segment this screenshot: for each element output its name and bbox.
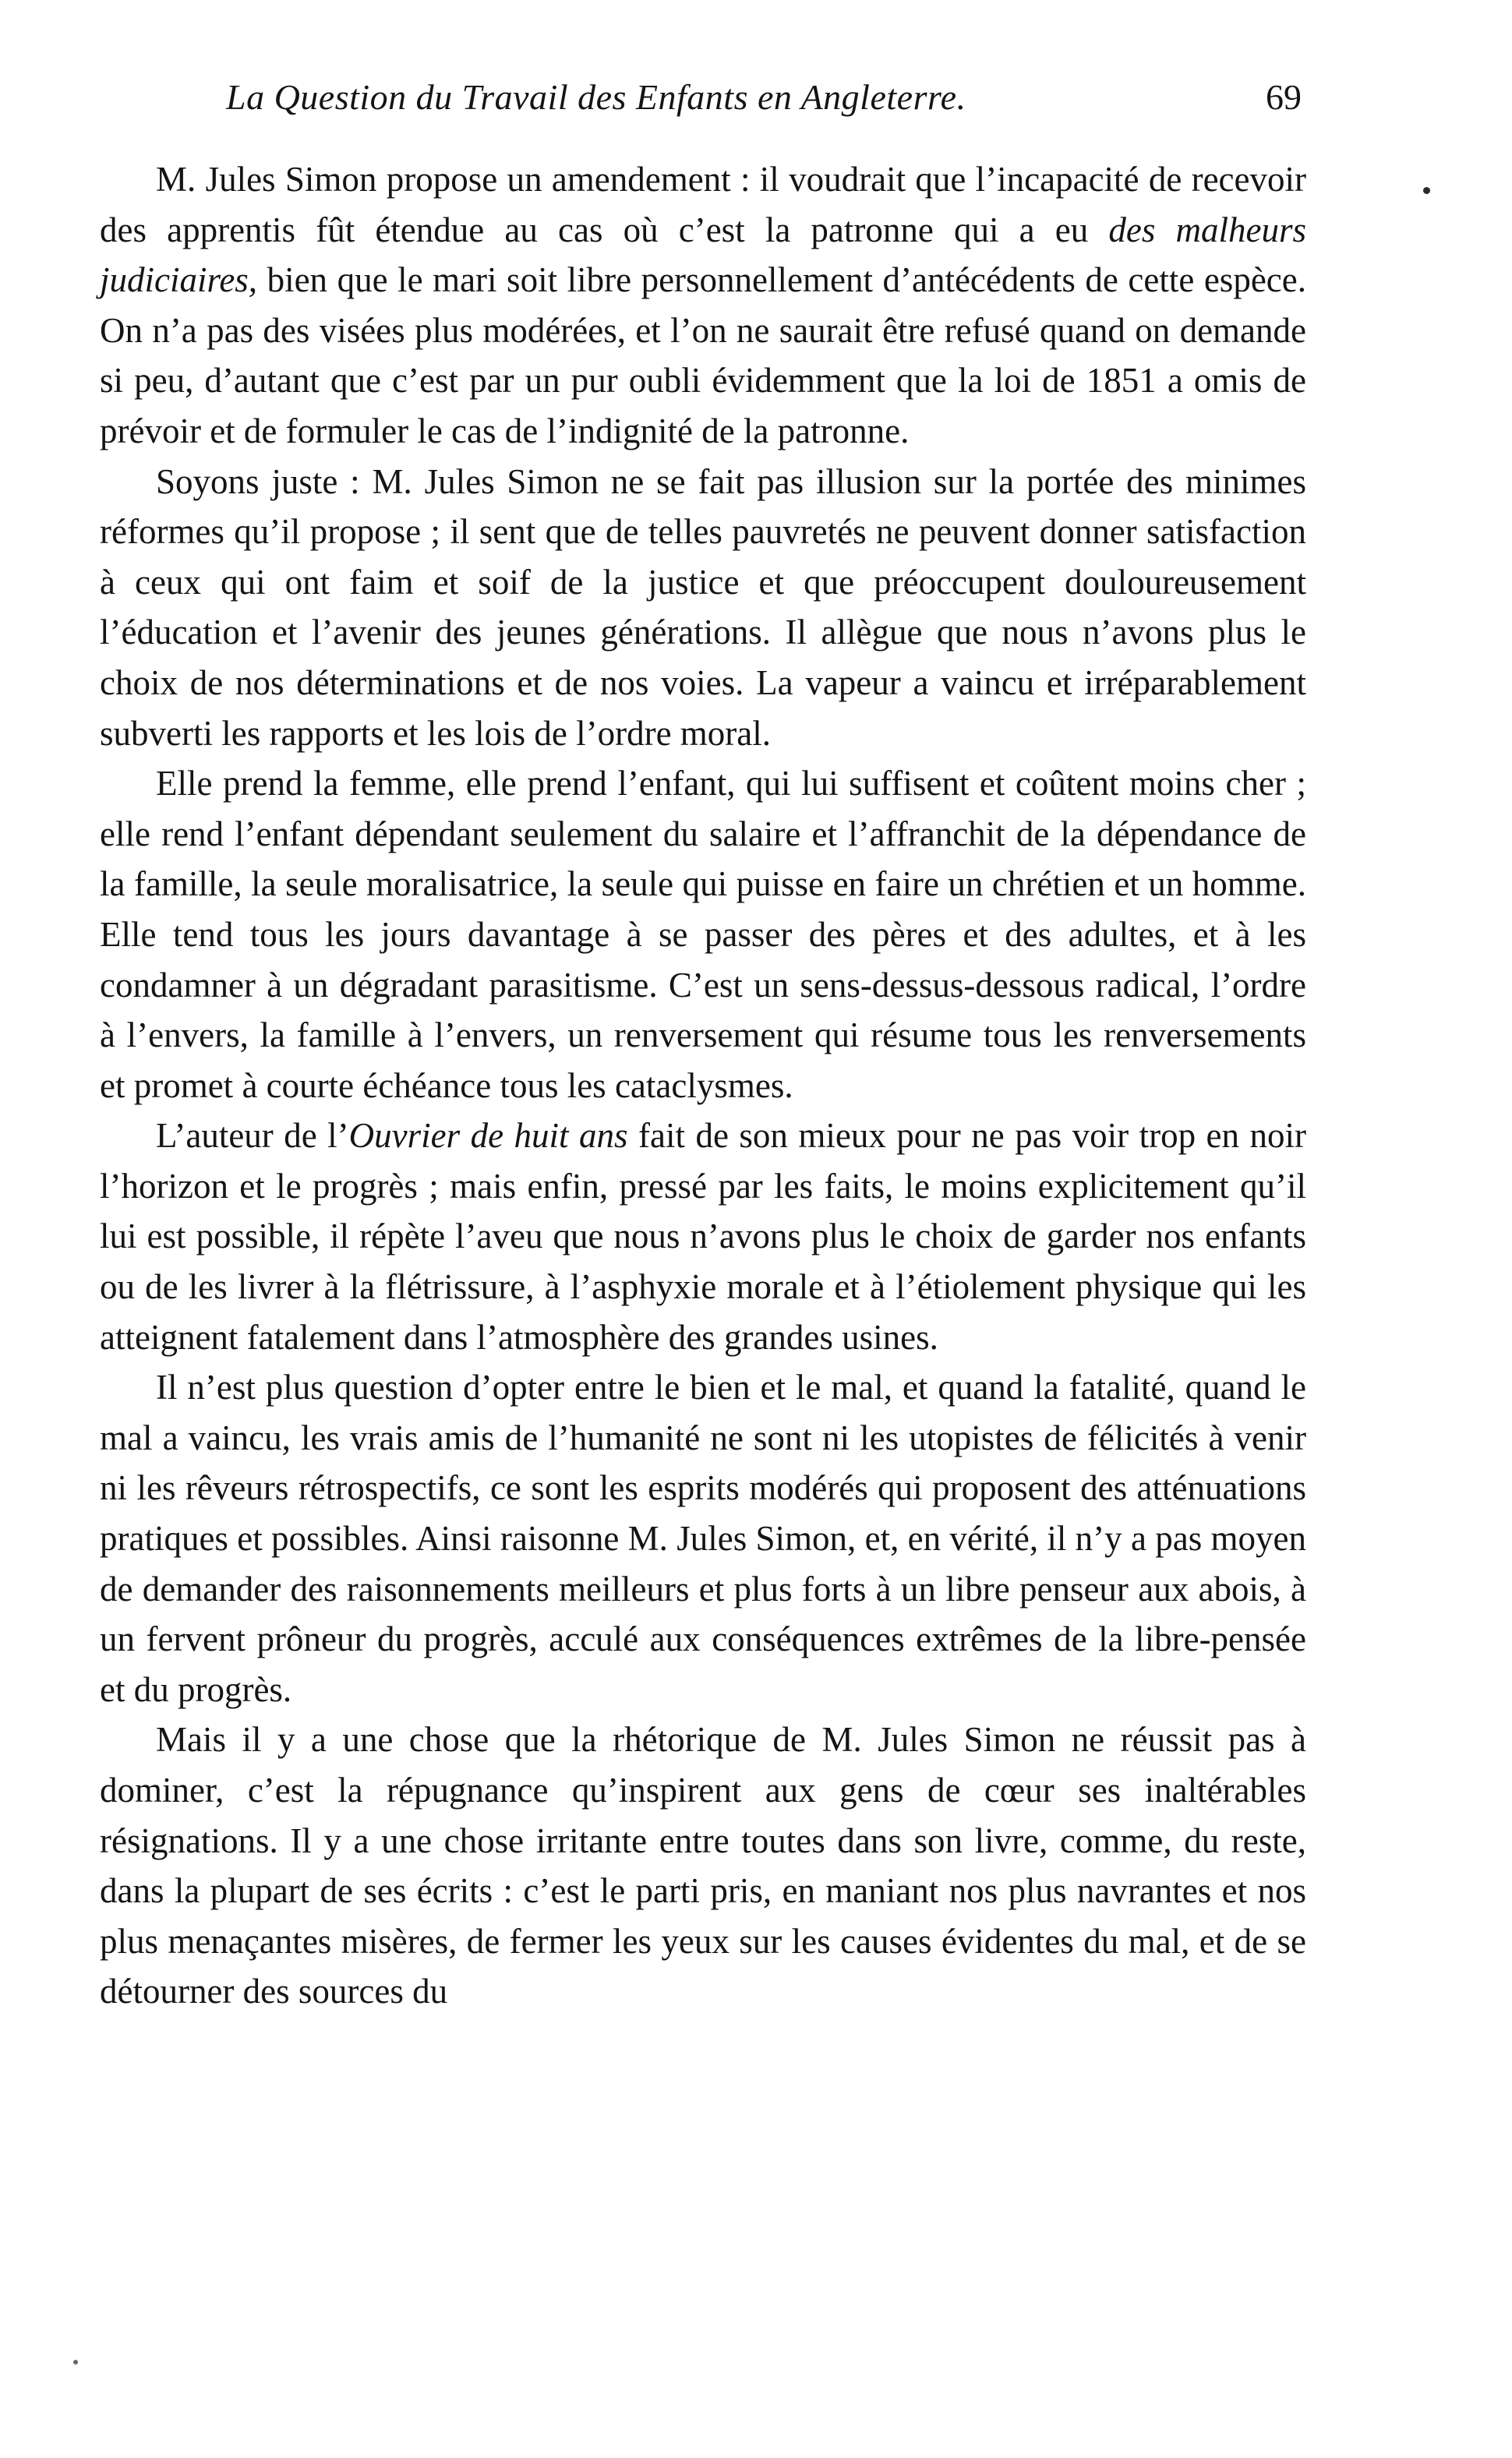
- body-text: [100, 154, 1306, 2017]
- paragraph-4-text-b: fait de son mieux pour ne pas voir trop en noir l’horizon et le progrès ; mais enfin, pressé par les faits, le moins explicitement qu’il lui est possible, il répète l’aveu que nous n’avons plus le choix de garder nos enfants ou de les livrer à la flétrissure, à l’asphyxie morale et à l’étiolement physique qui les atteignent fatalement dans l’atmosphère des grandes usines.: [100, 1116, 1306, 1357]
- paragraph-4-italic: Ouvrier de huit ans: [348, 1116, 628, 1156]
- paragraph-4: [100, 1111, 1306, 1362]
- margin-mark: [1423, 187, 1430, 194]
- paragraph-4-text-a: L’auteur de l’: [156, 1116, 349, 1156]
- paragraph-1-text-b: bien que le mari soit libre personnellement d’antécédents de cette espèce. On n’a pas des visées plus modérées, et l’on ne saurait être refusé quand on demande si peu, d’autant que c’est par un pur oubli évidemment que la loi de 1851 a omis de prévoir et de formuler le cas de l’indignité de la patronne.: [100, 260, 1306, 450]
- paragraph-3: Elle prend la femme, elle prend l’enfant, qui lui suffisent et coûtent moins cher ; elle rend l’enfant dépendant seulement du salaire et l’affranchit de la dépendance de la famille, la seule moralisatrice, la seule qui puisse en faire un chrétien et un homme. Elle tend tous les jours davantage à se passer des pères et des adultes, et à les condamner à un dégradant parasitisme. C’est un sens-dessus-dessous radical, l’ordre à l’envers, la famille à l’envers, un renversement qui résume tous les renversements et promet à courte échéance tous les cataclysmes.: [100, 764, 1306, 1105]
- paragraph-1-italic: des malheurs judiciaires,: [100, 210, 1306, 300]
- paragraph-6: Mais il y a une chose que la rhétorique de M. Jules Simon ne réussit pas à dominer, c’est la répugnance qu’inspirent aux gens de cœur ses inaltérables résignations. Il y a une chose irritante entre toutes dans son livre, comme, du reste, dans la plupart de ses écrits : c’est le parti pris, en maniant nos plus navrantes et nos plus menaçantes misères, de fermer les yeux sur les causes évidentes du mal, et de se détourner des sources du: [100, 1720, 1306, 2011]
- running-title: La Question du Travail des Enfants en Angleterre.: [226, 77, 966, 117]
- paragraph-5: Il n’est plus question d’opter entre le bien et le mal, et quand la fatalité, quand le mal a vaincu, les vrais amis de l’humanité ne sont ni les utopistes de félicités à venir ni les rêveurs rétrospectifs, ce sont les esprits modérés qui proposent des atténuations pratiques et possibles. Ainsi raisonne M. Jules Simon, et, en vérité, il n’y a pas moyen de demander des raisonnements meilleurs et plus forts à un libre penseur aux abois, à un fervent prôneur du progrès, acculé aux conséquences extrêmes de la libre-pensée et du progrès.: [100, 1368, 1306, 1709]
- page-number: 69: [1266, 77, 1302, 117]
- paragraph-1-text-a: M. Jules Simon propose un amendement : il voudrait que l’incapacité de recevoir des apprentis fût étendue au cas où c’est la patronne qui a eu: [100, 160, 1306, 249]
- paragraph-2: Soyons juste : M. Jules Simon ne se fait pas illusion sur la portée des minimes réformes qu’il propose ; il sent que de telles pauvretés ne peuvent donner satisfaction à ceux qui ont faim et soif de la justice et que préoccupent douloureusement l’éducation et l’avenir des jeunes générations. Il allègue que nous n’avons plus le choix de nos déterminations et de nos voies. La vapeur a vaincu et irréparablement subverti les rapports et les lois de l’ordre moral.: [100, 461, 1306, 753]
- paragraph-1: [100, 154, 1306, 457]
- running-head: [226, 70, 1302, 125]
- margin-speck: [73, 2360, 78, 2364]
